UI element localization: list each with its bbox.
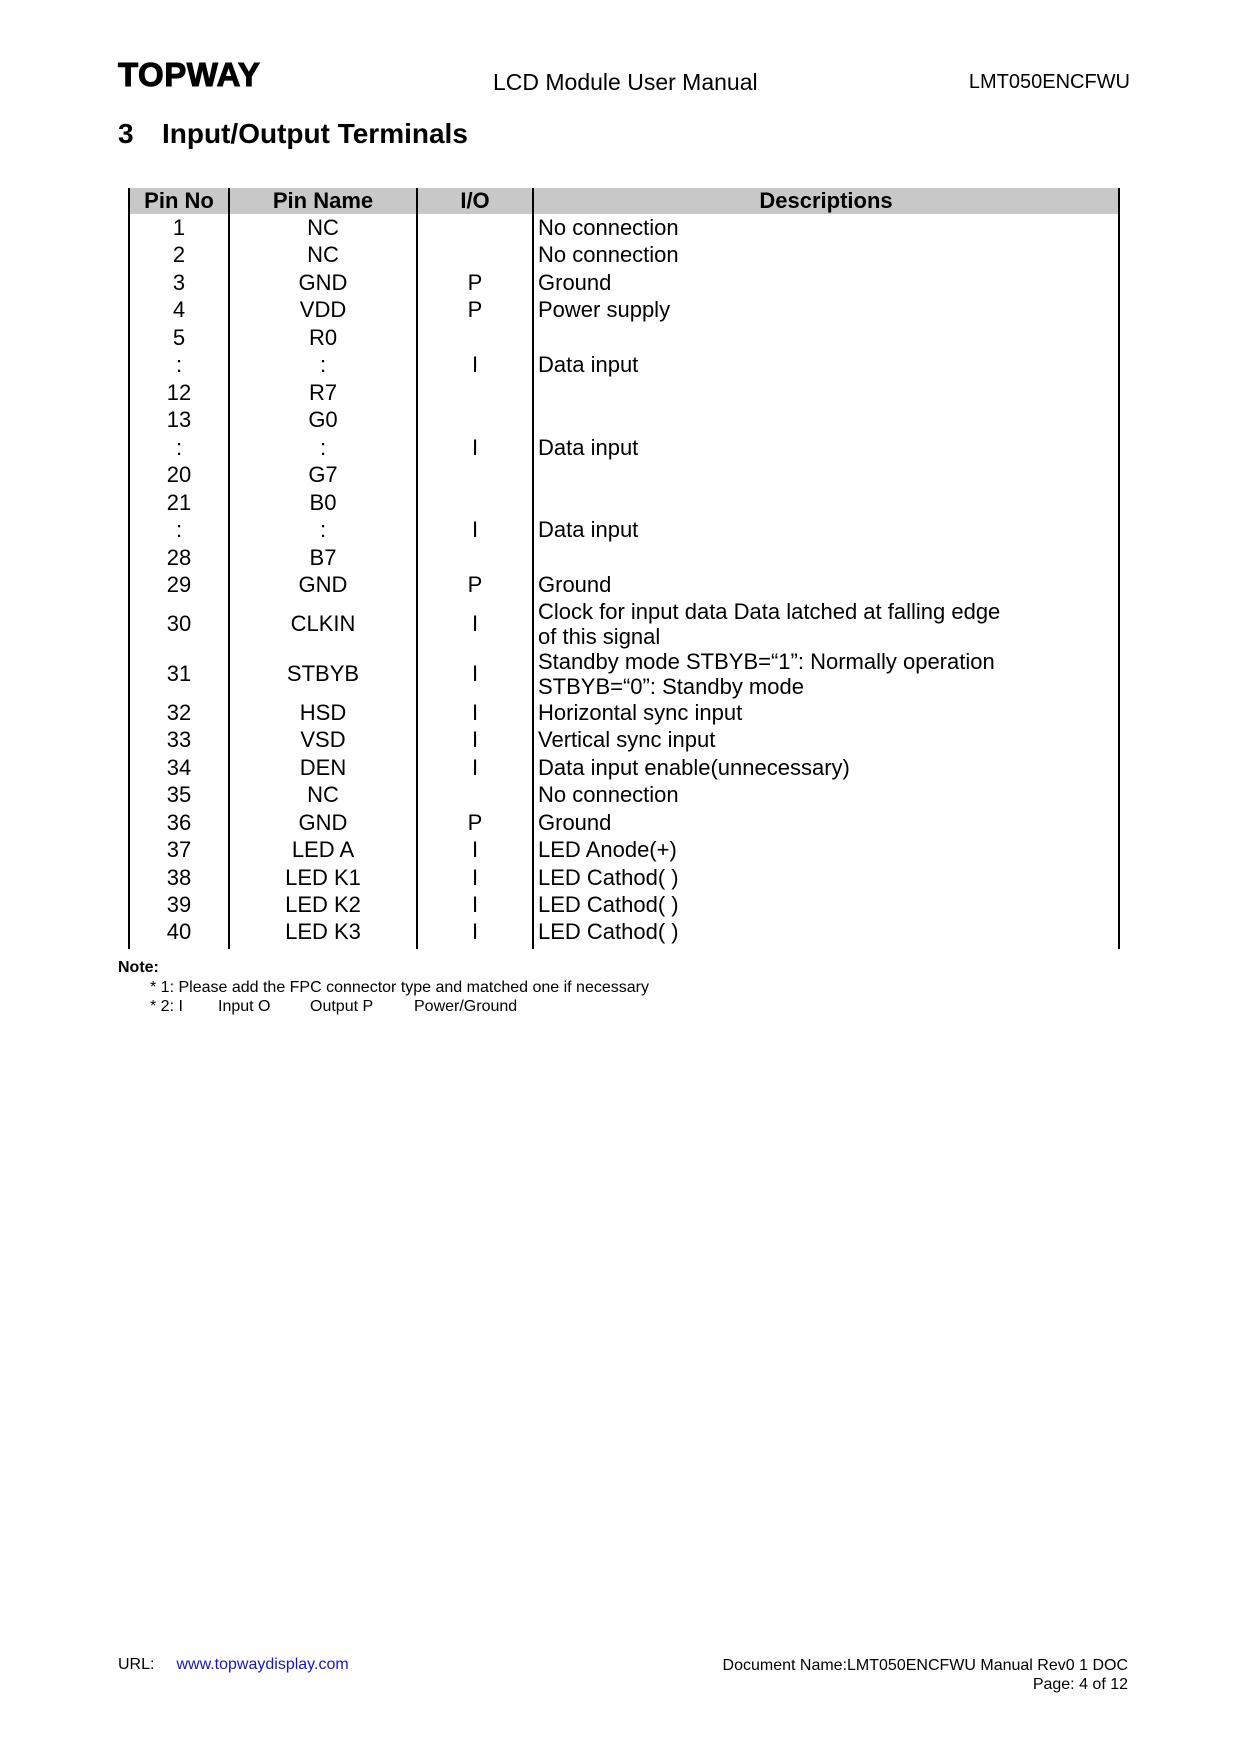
pin-no-cell: 39: [129, 892, 229, 920]
description-cell: [533, 379, 1119, 407]
description-cell: [533, 699, 1119, 727]
io-cell: I: [417, 754, 533, 782]
document-name: Document Name:LMT050ENCFWU Manual Rev0 1 DOC: [722, 1657, 1128, 1674]
description-cell: [533, 727, 1119, 755]
io-cell: [417, 379, 533, 407]
description-line: No connection: [538, 242, 679, 268]
pin-name-cell: :: [229, 517, 417, 545]
io-cell: [417, 242, 533, 270]
section-number: 3: [118, 118, 134, 149]
pin-name-cell: NC: [229, 214, 417, 242]
page-header: [118, 56, 1130, 96]
pin-no-cell: 29: [129, 572, 229, 600]
pin-no-cell: 3: [129, 269, 229, 297]
io-cell: I: [417, 837, 533, 865]
table-row: [129, 544, 1119, 572]
description-line: LED Cathod( ): [538, 864, 679, 890]
pin-name-cell: R0: [229, 324, 417, 352]
description-cell: [533, 864, 1119, 892]
pin-no-cell: 2: [129, 242, 229, 270]
pin-no-cell: 38: [129, 864, 229, 892]
pin-name-cell: LED K2: [229, 892, 417, 920]
pin-name-cell: GND: [229, 269, 417, 297]
pin-no-cell: 21: [129, 489, 229, 517]
pin-no-cell: 1: [129, 214, 229, 242]
note-label: Note:: [118, 959, 159, 976]
io-cell: [417, 214, 533, 242]
pin-name-cell: GND: [229, 809, 417, 837]
table-row: [129, 649, 1119, 699]
pin-no-cell: 40: [129, 919, 229, 949]
pin-table: [128, 188, 1120, 949]
pin-no-cell: 37: [129, 837, 229, 865]
description-line: No connection: [538, 214, 679, 240]
pin-name-cell: VDD: [229, 297, 417, 325]
pin-name-cell: B0: [229, 489, 417, 517]
table-row: [129, 297, 1119, 325]
pin-no-cell: 4: [129, 297, 229, 325]
pin-name-cell: HSD: [229, 699, 417, 727]
description-line: Standby mode STBYB=“1”: Normally operation: [538, 649, 995, 674]
table-row: [129, 727, 1119, 755]
description-line: No connection: [538, 782, 679, 808]
note-1: * 1: Please add the FPC connector type and matched one if necessary: [150, 979, 649, 996]
note-2-prefix: * 2: I: [150, 998, 183, 1015]
description-cell: [533, 517, 1119, 545]
io-cell: [417, 782, 533, 810]
description-line: Ground: [538, 809, 612, 835]
pin-name-cell: DEN: [229, 754, 417, 782]
table-row: [129, 489, 1119, 517]
io-cell: I: [417, 699, 533, 727]
description-line: Data input: [538, 434, 639, 460]
table-row: [129, 572, 1119, 600]
pin-no-cell: 35: [129, 782, 229, 810]
description-cell: [533, 809, 1119, 837]
pin-no-cell: 5: [129, 324, 229, 352]
description-cell: [533, 754, 1119, 782]
description-cell: [533, 919, 1119, 949]
io-cell: P: [417, 269, 533, 297]
topway-logo: TOPWAY: [118, 56, 261, 93]
note-2-input: Input O: [218, 998, 271, 1015]
io-cell: [417, 489, 533, 517]
table-row: [129, 242, 1119, 270]
pin-name-cell: LED A: [229, 837, 417, 865]
pin-no-cell: 12: [129, 379, 229, 407]
description-line: Data input enable(unnecessary): [538, 754, 850, 780]
pin-no-cell: :: [129, 517, 229, 545]
io-cell: P: [417, 297, 533, 325]
pin-name-cell: STBYB: [229, 649, 417, 699]
table-row: [129, 324, 1119, 352]
description-cell: [533, 269, 1119, 297]
pin-no-cell: 31: [129, 649, 229, 699]
io-cell: I: [417, 649, 533, 699]
pin-name-cell: VSD: [229, 727, 417, 755]
table-row: [129, 699, 1119, 727]
description-line: Vertical sync input: [538, 727, 716, 753]
url-label: URL:: [118, 1656, 155, 1673]
footer-url: [118, 1656, 349, 1674]
pin-no-cell: :: [129, 434, 229, 462]
pin-name-cell: B7: [229, 544, 417, 572]
description-line: Horizontal sync input: [538, 699, 743, 725]
pin-name-cell: R7: [229, 379, 417, 407]
pin-name-cell: :: [229, 352, 417, 380]
header-pin-no: Pin No: [129, 188, 229, 214]
table-row: [129, 782, 1119, 810]
pin-name-cell: LED K1: [229, 864, 417, 892]
section-title-text: Input/Output Terminals: [162, 118, 468, 149]
table-row: [129, 517, 1119, 545]
pin-no-cell: 32: [129, 699, 229, 727]
io-cell: [417, 407, 533, 435]
pin-name-cell: :: [229, 434, 417, 462]
description-cell: [533, 407, 1119, 435]
io-cell: I: [417, 727, 533, 755]
io-cell: I: [417, 517, 533, 545]
note-2-output: Output P: [310, 998, 374, 1015]
table-row: [129, 462, 1119, 490]
header-pin-name: Pin Name: [229, 188, 417, 214]
description-cell: [533, 892, 1119, 920]
io-cell: I: [417, 864, 533, 892]
footer-document-info: [723, 1656, 1128, 1694]
description-line: LED Cathod( ): [538, 919, 679, 944]
table-row: [129, 434, 1119, 462]
table-row: [129, 269, 1119, 297]
description-cell: [533, 544, 1119, 572]
pin-no-cell: 33: [129, 727, 229, 755]
description-line-2: of this signal: [538, 624, 661, 649]
pin-no-cell: 36: [129, 809, 229, 837]
description-line: LED Cathod( ): [538, 892, 679, 918]
document-title: LCD Module User Manual: [493, 69, 758, 95]
description-cell: [533, 324, 1119, 352]
pin-no-cell: 34: [129, 754, 229, 782]
pin-name-cell: LED K3: [229, 919, 417, 949]
pin-no-cell: 28: [129, 544, 229, 572]
notes: [118, 959, 649, 1015]
io-cell: I: [417, 434, 533, 462]
description-cell: [533, 649, 1119, 699]
description-cell: [533, 434, 1119, 462]
pin-no-cell: 30: [129, 599, 229, 649]
pin-no-cell: 20: [129, 462, 229, 490]
table-row: [129, 407, 1119, 435]
pin-no-cell: 13: [129, 407, 229, 435]
pin-name-cell: GND: [229, 572, 417, 600]
description-cell: [533, 489, 1119, 517]
table-row: [129, 379, 1119, 407]
description-cell: [533, 462, 1119, 490]
pin-table-header: [129, 188, 1119, 214]
header-descriptions: Descriptions: [533, 188, 1119, 214]
description-line: Ground: [538, 572, 612, 598]
description-cell: [533, 297, 1119, 325]
header-io: I/O: [417, 188, 533, 214]
table-row: [129, 214, 1119, 242]
description-line: Power supply: [538, 297, 671, 323]
description-line: LED Anode(+): [538, 837, 677, 863]
io-cell: I: [417, 892, 533, 920]
table-row: [129, 754, 1119, 782]
io-cell: P: [417, 809, 533, 837]
note-2: [150, 998, 517, 1016]
io-cell: [417, 544, 533, 572]
description-cell: [533, 242, 1119, 270]
description-line: Clock for input data Data latched at falling edge: [538, 599, 1001, 624]
table-row: [129, 892, 1119, 920]
description-cell: [533, 782, 1119, 810]
table-row: [129, 864, 1119, 892]
io-cell: I: [417, 352, 533, 380]
section-heading: [118, 118, 468, 150]
pin-name-cell: CLKIN: [229, 599, 417, 649]
io-cell: I: [417, 599, 533, 649]
table-row: [129, 809, 1119, 837]
pin-name-cell: NC: [229, 242, 417, 270]
pin-name-cell: G7: [229, 462, 417, 490]
description-line: Ground: [538, 269, 612, 295]
note-2-power: Power/Ground: [414, 998, 518, 1015]
description-line: Data input: [538, 352, 639, 378]
pin-name-cell: G0: [229, 407, 417, 435]
description-cell: [533, 214, 1119, 242]
website-link[interactable]: www.topwaydisplay.com: [176, 1656, 349, 1673]
table-row: [129, 919, 1119, 949]
io-cell: P: [417, 572, 533, 600]
table-row: [129, 352, 1119, 380]
description-cell: [533, 599, 1119, 649]
io-cell: [417, 324, 533, 352]
table-row: [129, 837, 1119, 865]
description-line-2: STBYB=“0”: Standby mode: [538, 674, 804, 699]
model-number: LMT050ENCFWU: [968, 71, 1130, 93]
pin-no-cell: :: [129, 352, 229, 380]
page-number: Page: 4 of 12: [1032, 1676, 1128, 1693]
description-cell: [533, 837, 1119, 865]
description-cell: [533, 352, 1119, 380]
io-cell: I: [417, 919, 533, 949]
pin-name-cell: NC: [229, 782, 417, 810]
description-cell: [533, 572, 1119, 600]
io-cell: [417, 462, 533, 490]
description-line: Data input: [538, 517, 639, 543]
table-row: [129, 599, 1119, 649]
